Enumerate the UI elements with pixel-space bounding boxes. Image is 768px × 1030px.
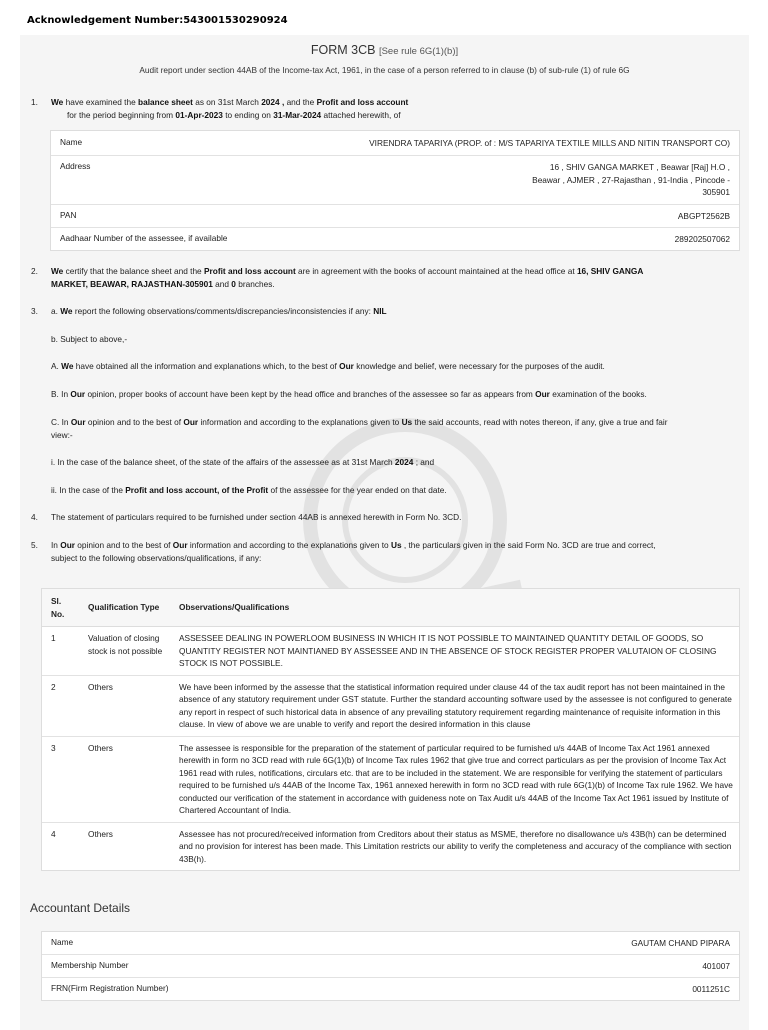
row-type: Others xyxy=(79,736,170,822)
section-3-C-text: C. In Our opinion and to the best of Our information and according to the explanations given to Us the said accounts, read with notes thereon, if any, give a true and fair view:- xyxy=(51,417,668,440)
row-sl: 1 xyxy=(42,627,79,676)
row-sl: 2 xyxy=(42,675,79,736)
pan-value: ABGPT2562B xyxy=(677,211,730,221)
table-row xyxy=(42,822,739,870)
row-observation: ASSESSEE DEALING IN POWERLOOM BUSINESS IN WHICH IT IS NOT POSSIBLE TO MAINTAINED QUANTITY DETAIL OF GOODS, SO QUANTITY REGISTER NOT MAINTIANED BY ASSESSEE AND IN THE ABSENCE OF STOCK REGISTER PROPER VALUTAION OF CLOSING STOCK IS NOT POSSIBLE. xyxy=(170,627,739,676)
frn-row xyxy=(42,978,739,1000)
qualifications-table-box xyxy=(41,588,740,871)
assessee-address-row xyxy=(51,156,739,205)
table-row xyxy=(42,675,739,736)
section-5-number: 5. xyxy=(31,540,38,550)
frn-value: 0011251C xyxy=(692,984,730,994)
section-4-text: The statement of particulars required to be furnished under section 44AB is annexed herewith in Form No. 3CD. xyxy=(51,512,462,522)
section-3b-text: b. Subject to above,- xyxy=(51,334,128,344)
section-1-line-2: for the period beginning from 01-Apr-2023 to ending on 31-Mar-2024 attached herewith, of xyxy=(67,110,401,120)
section-3-number: 3. xyxy=(31,306,38,316)
section-3-ii-text: ii. In the case of the Profit and loss account, of the Profit of the assessee for the year ended on that date. xyxy=(51,485,447,495)
section-3-A-text: A. We have obtained all the information and explanations which, to the best of Our knowledge and belief, were necessary for the purposes of the audit. xyxy=(51,361,605,371)
assessee-name-value: VIRENDRA TAPARIYA (PROP. of : M/S TAPARIYA TEXTILE MILLS AND NITIN TRANSPORT CO) xyxy=(369,138,730,148)
frn-label: FRN(Firm Registration Number) xyxy=(51,983,169,993)
row-sl: 3 xyxy=(42,736,79,822)
header-sl-no: Sl. No. xyxy=(42,589,79,627)
aadhaar-value: 289202507062 xyxy=(674,234,730,244)
section-3a-text: a. We report the following observations/comments/discrepancies/inconsistencies if any: NIL xyxy=(51,306,387,316)
assessee-details-box xyxy=(50,130,740,251)
assessee-name-label: Name xyxy=(60,137,83,147)
row-sl: 4 xyxy=(51,828,56,839)
accountant-details-box xyxy=(41,931,740,1001)
section-4-number: 4. xyxy=(31,512,38,522)
header-observations: Observations/Qualifications xyxy=(170,589,739,627)
table-row xyxy=(42,736,739,822)
form-title: FORM 3CB [See rule 6G(1)(b)] xyxy=(310,43,459,57)
table-header-row xyxy=(42,589,739,627)
membership-number-value: 401007 xyxy=(702,961,730,971)
qualifications-table xyxy=(42,589,739,870)
assessee-name-row xyxy=(51,131,739,156)
form-sheet xyxy=(20,35,749,1030)
acknowledgement-number: Acknowledgement Number:543001530290924 xyxy=(27,15,288,26)
section-5-text: In Our opinion and to the best of Our information and according to the explanations given to Us , the particulars given in the said Form No. 3CD are true and correct, subject to the following observations/qualifications, if any: xyxy=(51,540,656,563)
row-observation: The assessee is responsible for the preparation of the statement of particular required to be furnished u/s 44AB of Income Tax Act 1961 annexed herewith in form no 3CD read with rule 6G(1)(b) of Income Tax rules 1962 that give true and correct particulars as per the provision of Income Tax Act 1961 read with rules, notifications, circulars etc. that are to be included in the statement. We are responsible for verifying the statement of particulars required to be furnished u/s 44AB of the Income Tax, 1961 annexed herewith in form no 3CD read with rule 6G(1)(b) of Income Tax rule 1962. We have conducted our verification of the statement in accordance with guideness note on Tax Audit u/s 44AB of the Income Tax Act 1961 issued by Institute of Chartered Accountant of India. xyxy=(170,736,739,822)
membership-number-row xyxy=(42,955,739,978)
form-subtitle: Audit report under section 44AB of the Income-tax Act, 1961, in the case of a person referred to in clause (b) of sub-rule (1) of rule 6G xyxy=(139,65,630,75)
header-qualification-type: Qualification Type xyxy=(79,589,170,627)
assessee-address-label: Address xyxy=(60,161,91,171)
assessee-aadhaar-row xyxy=(51,228,739,250)
row-observation: We have been informed by the assesse that the statistical information required under clause 44 of the tax audit report has not been maintained in the absence of any statutory requirement under GST statute. Further the standard accounting software used by the assessee is not configured to generate any report in respect of such historical data in absence of any prevailing statutory requirement regarding maintenance of requisite information in this clause. In view of above we are unable to verify and report the desired information in this clause xyxy=(170,675,739,736)
aadhaar-label: Aadhaar Number of the assessee, if available xyxy=(60,233,228,243)
accountant-name-label: Name xyxy=(51,937,74,947)
accountant-name-value: GAUTAM CHAND PIPARA xyxy=(631,938,730,948)
section-2-number: 2. xyxy=(31,266,38,276)
section-1-number: 1. xyxy=(31,97,38,107)
section-2-text: We certify that the balance sheet and the Profit and loss account are in agreement with the books of account maintained at the head office at 16, SHIV GANGA MARKET, BEAWAR, RAJASTHAN-305901 and 0 branches. xyxy=(51,266,644,289)
assessee-address-value: 16 , SHIV GANGA MARKET , Beawar [Raj] H.O , Beawar , AJMER , 27-Rajasthan , 91-India , Pincode - 305901 xyxy=(532,162,730,197)
pan-label: PAN xyxy=(60,210,77,220)
row-type: Others xyxy=(79,675,170,736)
section-3-B-text: B. In Our opinion, proper books of account have been kept by the head office and branches of the assessee so far as appears from Our examination of the books. xyxy=(51,389,647,399)
section-3-i-text: i. In the case of the balance sheet, of the state of the affairs of the assessee as at 31st March 2024 ; and xyxy=(51,457,435,467)
row-type: Valuation of closing stock is not possible xyxy=(79,627,170,676)
section-1-line-1: We have examined the balance sheet as on 31st March 2024 , and the Profit and loss account xyxy=(51,97,409,107)
row-type: Others xyxy=(88,828,113,839)
accountant-name-row xyxy=(42,932,739,955)
row-observation: Assessee has not procured/received information from Creditors about their status as MSME, therefore no disallowance u/s 43B(h) can be determined and no provision for interest has been made. This Limitation restricts our ability to verify the completeness and accuracy of the compliance with section 43B(h). xyxy=(179,828,732,864)
form-rule: [See rule 6G(1)(b)] xyxy=(378,46,459,57)
assessee-pan-row xyxy=(51,205,739,228)
accountant-details-heading: Accountant Details xyxy=(30,901,131,915)
table-row xyxy=(42,627,739,676)
membership-number-label: Membership Number xyxy=(51,960,129,970)
